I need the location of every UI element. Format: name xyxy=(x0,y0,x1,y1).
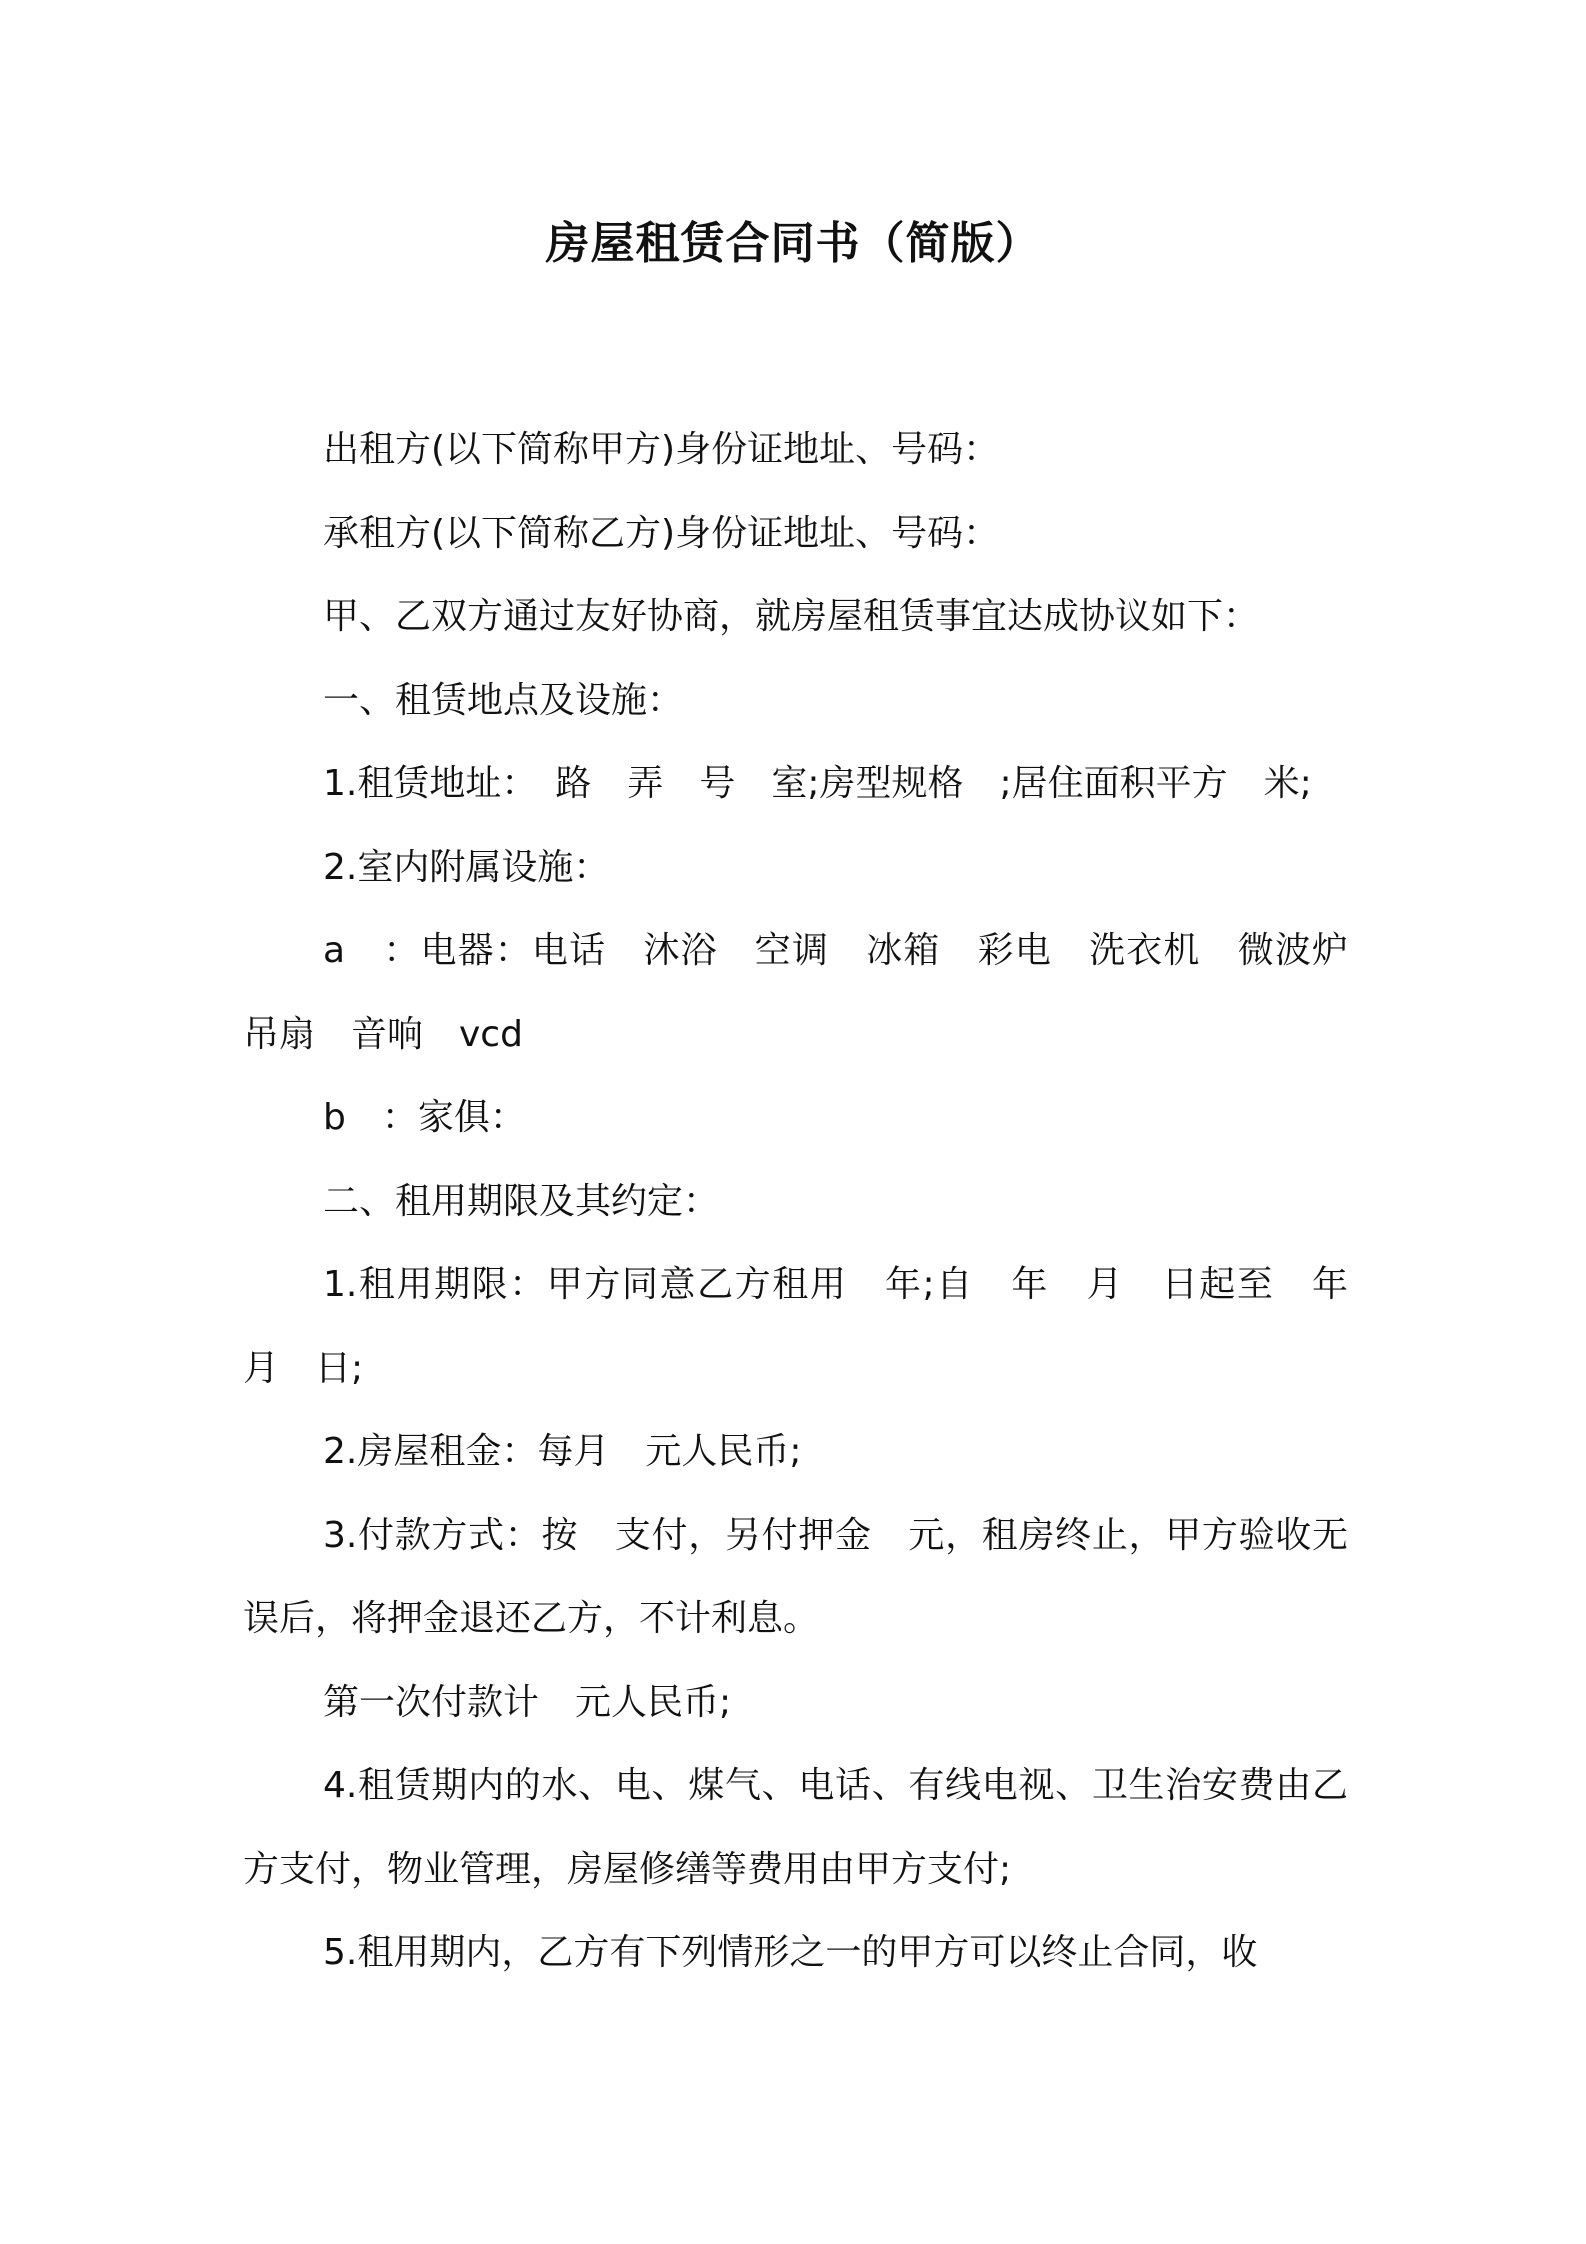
paragraph-rent: 2.房屋租金：每月 元人民币; xyxy=(323,1431,802,1472)
paragraph-agreement-intro: 甲、乙双方通过友好协商，就房屋租赁事宜达成协议如下： xyxy=(323,596,1260,637)
paragraph-facilities: 2.室内附属设施： xyxy=(323,846,610,888)
paragraph-termination: 5.租用期内，乙方有下列情形之一的甲方可以终止合同，收 xyxy=(323,1932,1258,1973)
paragraph-rental-address: 1.租赁地址： 路 弄 号 室;房型规格 ;居住面积平方 米; xyxy=(323,763,1312,804)
paragraph-payment-method: 3.付款方式：按 支付，另付押金 元，租房终止，甲方验收无误后，将押金退还乙方，不计利息。 xyxy=(243,1514,1348,1639)
paragraph-lessor: 出租方(以下简称甲方)身份证地址、号码： xyxy=(323,429,1000,470)
section-heading-term: 二、租用期限及其约定： xyxy=(323,1180,720,1222)
paragraph-furniture: b ：家俱： xyxy=(323,1097,526,1138)
paragraph-appliances: a ：电器：电话 沐浴 空调 冰箱 彩电 洗衣机 微波炉 吊扇 音响 vcd xyxy=(243,930,1385,1055)
paragraph-lessee: 承租方(以下简称乙方)身份证地址、号码： xyxy=(323,512,1000,554)
paragraph-utilities: 4.租赁期内的水、电、煤气、电话、有线电视、卫生治安费由乙方支付，物业管理，房屋修缮等费用由甲方支付; xyxy=(243,1765,1348,1890)
paragraph-rental-term: 1.租用期限：甲方同意乙方租用 年;自 年 月 日起至 年 月 日; xyxy=(243,1264,1385,1389)
section-heading-location: 一、租赁地点及设施： xyxy=(323,679,684,721)
paragraph-first-payment: 第一次付款计 元人民币; xyxy=(323,1681,732,1723)
document-body xyxy=(243,408,1385,1995)
document-title: 房屋租赁合同书（简版） xyxy=(545,218,1041,269)
